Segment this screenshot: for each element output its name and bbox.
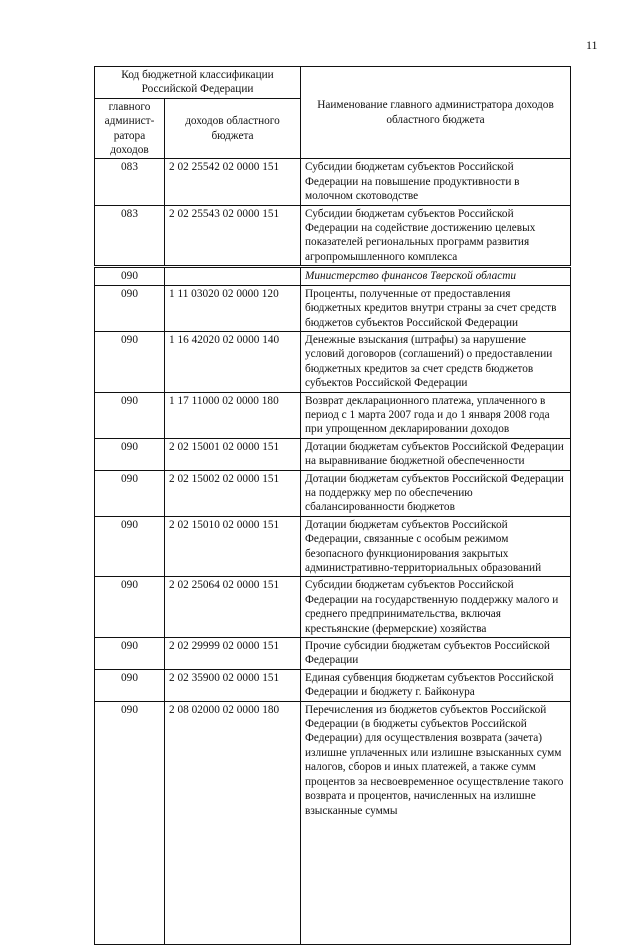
row-name: Прочие субсидии бюджетам субъектов Российской Федерации (301, 638, 571, 670)
income-code: 2 02 29999 02 0000 151 (165, 638, 301, 670)
row-name: Единая субвенция бюджетам субъектов Российской Федерации и бюджету г. Байконура (301, 669, 571, 701)
income-code: 2 02 25064 02 0000 151 (165, 577, 301, 638)
table-row (95, 470, 571, 516)
table-row (95, 392, 571, 438)
row-name: Дотации бюджетам субъектов Российской Федерации на выравнивание бюджетной обеспеченности (301, 438, 571, 470)
admin-code: 090 (95, 331, 165, 392)
income-code (165, 267, 301, 285)
row-name: Субсидии бюджетам субъектов Российской Федерации на повышение продуктивности в молочном скотоводстве (301, 159, 571, 205)
table-row (95, 159, 571, 205)
row-name: Денежные взыскания (штрафы) за нарушение условий договоров (соглашений) о предоставлении бюджетных кредитов за счет средств бюджетов субъектов Российской Федерации (301, 331, 571, 392)
header-code-group: Код бюджетной классификации Российской Федерации (95, 67, 301, 99)
section-title: Министерство финансов Тверской области (301, 267, 571, 285)
row-name: Перечисления из бюджетов субъектов Российской Федерации (в бюджеты субъектов Российской Федерации) для осуществления возврата (зачета) излишне уплаченных или излишне взысканных сумм налогов, сборов и иных платежей, а также сумм процентов за несвоевременное осуществление такого возврата и процентов, начисленных на излишне взысканные суммы (301, 701, 571, 944)
admin-code: 090 (95, 577, 165, 638)
income-code: 1 17 11000 02 0000 180 (165, 392, 301, 438)
header-admin-code: главного админист-ратора доходов (95, 98, 165, 159)
income-code: 2 02 25543 02 0000 151 (165, 205, 301, 267)
table-row (95, 701, 571, 944)
table-row-section (95, 267, 571, 285)
row-name: Возврат декларационного платежа, уплаченного в период с 1 марта 2007 года и до 1 января 2008 года при упрощенном декларировании доходов (301, 392, 571, 438)
table-row (95, 331, 571, 392)
header-income-code: доходов областного бюджета (165, 98, 301, 159)
admin-code: 090 (95, 470, 165, 516)
page-number: 11 (586, 38, 598, 52)
row-name: Субсидии бюджетам субъектов Российской Федерации на содействие достижению целевых показателей региональных программ развития агропромышленного комплекса (301, 205, 571, 267)
row-name: Дотации бюджетам субъектов Российской Федерации на поддержку мер по обеспечению сбалансированности бюджетов (301, 470, 571, 516)
table-row (95, 669, 571, 701)
row-name: Субсидии бюджетам субъектов Российской Федерации на государственную поддержку малого и среднего предпринимательства, включая крестьянские (фермерские) хозяйства (301, 577, 571, 638)
table-row (95, 205, 571, 267)
table-row (95, 438, 571, 470)
income-code: 2 02 15001 02 0000 151 (165, 438, 301, 470)
row-name: Дотации бюджетам субъектов Российской Федерации, связанные с особым режимом безопасного функционирования закрытых административно-территориальных образований (301, 516, 571, 577)
income-code: 1 11 03020 02 0000 120 (165, 285, 301, 331)
admin-code: 090 (95, 669, 165, 701)
table-row (95, 285, 571, 331)
admin-code: 090 (95, 516, 165, 577)
admin-code: 090 (95, 267, 165, 285)
admin-code: 090 (95, 438, 165, 470)
income-code: 2 08 02000 02 0000 180 (165, 701, 301, 944)
admin-code: 090 (95, 392, 165, 438)
admin-code: 083 (95, 159, 165, 205)
header-name: Наименование главного администратора доходов областного бюджета (301, 67, 571, 159)
table-row (95, 577, 571, 638)
budget-classification-table (94, 66, 571, 945)
income-code: 2 02 15002 02 0000 151 (165, 470, 301, 516)
admin-code: 090 (95, 701, 165, 944)
table-row (95, 516, 571, 577)
admin-code: 083 (95, 205, 165, 267)
income-code: 1 16 42020 02 0000 140 (165, 331, 301, 392)
table-row (95, 638, 571, 670)
admin-code: 090 (95, 638, 165, 670)
income-code: 2 02 15010 02 0000 151 (165, 516, 301, 577)
admin-code: 090 (95, 285, 165, 331)
income-code: 2 02 25542 02 0000 151 (165, 159, 301, 205)
income-code: 2 02 35900 02 0000 151 (165, 669, 301, 701)
row-name: Проценты, полученные от предоставления бюджетных кредитов внутри страны за счет средств бюджетов субъектов Российской Федерации (301, 285, 571, 331)
